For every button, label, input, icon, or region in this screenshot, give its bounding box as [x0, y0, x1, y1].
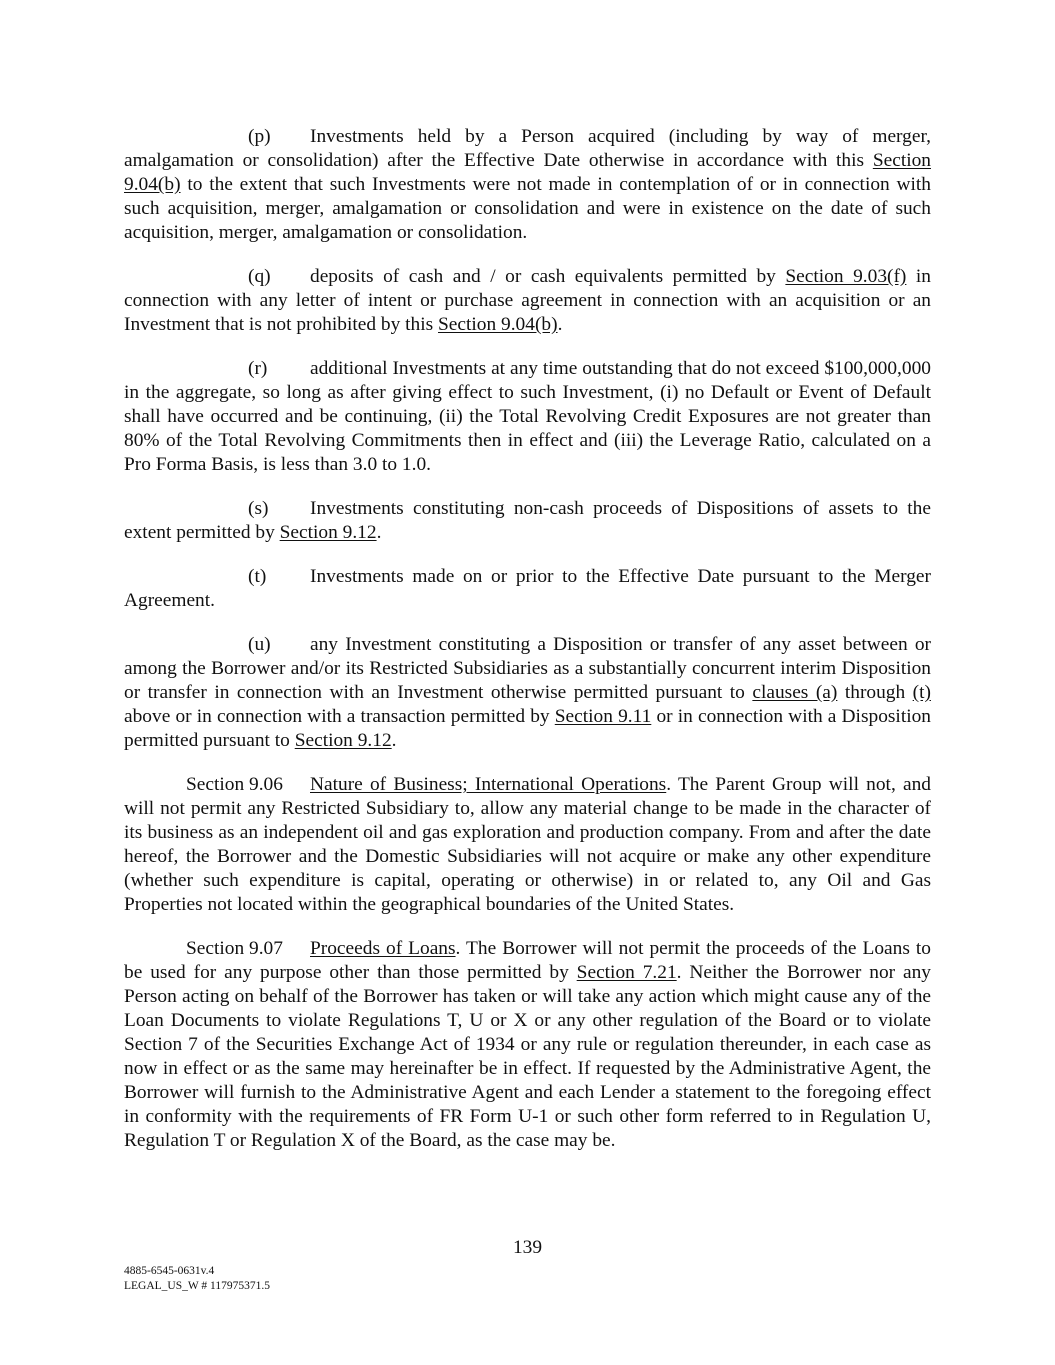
clause-text: . — [391, 730, 397, 751]
section-number: Section 9.07 — [186, 938, 283, 959]
cross-reference: Section 9.04(b) — [124, 150, 931, 195]
cross-reference: Section 9.12 — [279, 522, 377, 543]
clause-label: (t) — [248, 566, 267, 587]
clause-text: in connection with any letter of intent or purchase agreement in connection with an acquisition or an Investment that is not prohibited by this — [124, 266, 931, 335]
section-number: Section 9.06 — [186, 774, 283, 795]
footer-document-ids — [124, 1264, 270, 1294]
document-body — [124, 125, 931, 1173]
cross-reference: (t) — [912, 682, 931, 703]
clause-text: any Investment constituting a Disposition or transfer of any asset between or among the Borrower and/or its Restricted Subsidiaries as a substantially concurrent interim Disposition or transfer in connection with an Investment otherwise permitted pursuant to — [124, 634, 931, 703]
section-heading: Proceeds of Loans — [310, 938, 456, 959]
clause-text: . — [376, 522, 382, 543]
clause-label: (u) — [248, 634, 271, 655]
clause-text: . — [557, 314, 563, 335]
section-text: . Neither the Borrower nor any Person acting on behalf of the Borrower has taken or will take any action which might cause any of the Loan Documents to violate Regulations T, U or X or any other regulation of the Board or to violate Section 7 of the Securities Exchange Act of 1934 or any rule or regulation thereunder, in each case as now in effect or as the same may hereinafter be in effect. If requested by the Administrative Agent, the Borrower will furnish to the Administrative Agent and each Lender a statement to the foregoing effect in conformity with the requirements of FR Form U-1 or such other form referred to in Regulation U, Regulation T or Regulation X of the Board, as the case may be. — [124, 962, 931, 1151]
section-9-06 — [124, 773, 931, 917]
page-number: 139 — [512, 1237, 543, 1258]
clause-text: through — [837, 682, 913, 703]
section-heading: Nature of Business; International Operations — [310, 774, 667, 795]
clause-text: Investments constituting non-cash proceeds of Dispositions of assets to the extent permitted by — [124, 498, 931, 543]
clause-text: above or in connection with a transaction permitted by — [124, 706, 555, 727]
clause-text: Investments made on or prior to the Effective Date pursuant to the Merger Agreement. — [124, 566, 931, 611]
document-id: 4885-6545-0631v.4 — [124, 1265, 215, 1277]
clause-label: (p) — [248, 126, 271, 147]
clause-p — [124, 125, 931, 245]
cross-reference: Section 7.21 — [576, 962, 677, 983]
clause-label: (r) — [248, 358, 268, 379]
section-text: . The Parent Group will not, and will not permit any Restricted Subsidiary to, allow any material change to be made in the character of its business as an independent oil and gas exploration and production company. From and after the date hereof, the Borrower and the Domestic Subsidiaries will not acquire or make any other expenditure (whether such expenditure is capital, operating or otherwise) in or related to, any Oil and Gas Properties not located within the geographical boundaries of the United States. — [124, 774, 931, 915]
clause-text: Investments held by a Person acquired (including by way of merger, amalgamation or consolidation) after the Effective Date otherwise in accordance with this — [124, 126, 931, 171]
clause-s — [124, 497, 931, 545]
clause-label: (q) — [248, 266, 271, 287]
clause-text: deposits of cash and / or cash equivalents permitted by — [310, 266, 786, 287]
clause-u — [124, 633, 931, 753]
clause-r — [124, 357, 931, 477]
section-text: . The Borrower will not permit the proceeds of the Loans to be used for any purpose other than those permitted by — [124, 938, 931, 983]
cross-reference: clauses (a) — [752, 682, 838, 703]
clause-q — [124, 265, 931, 337]
cross-reference: Section 9.11 — [554, 706, 652, 727]
cross-reference: Section 9.12 — [294, 730, 392, 751]
clause-label: (s) — [248, 498, 269, 519]
clause-text: additional Investments at any time outstanding that do not exceed $100,000,000 in the aggregate, so long as after giving effect to such Investment, (i) no Default or Event of Default shall have occurred and be continuing, (ii) the Total Revolving Credit Exposures are not greater than 80% of the Total Revolving Commitments then in effect and (iii) the Leverage Ratio, calculated on a Pro Forma Basis, is less than 3.0 to 1.0. — [124, 358, 931, 475]
section-9-07 — [124, 937, 931, 1153]
clause-text: to the extent that such Investments were not made in contemplation of or in connection with such acquisition, merger, amalgamation or consolidation and were in existence on the date of such acquisition, merger, amalgamation or consolidation. — [124, 174, 931, 243]
cross-reference: Section 9.04(b) — [438, 314, 558, 335]
legal-document-id: LEGAL_US_W # 117975371.5 — [124, 1280, 270, 1292]
cross-reference: Section 9.03(f) — [785, 266, 907, 287]
clause-text: or in connection with a Disposition permitted pursuant to — [124, 706, 931, 751]
clause-t — [124, 565, 931, 613]
